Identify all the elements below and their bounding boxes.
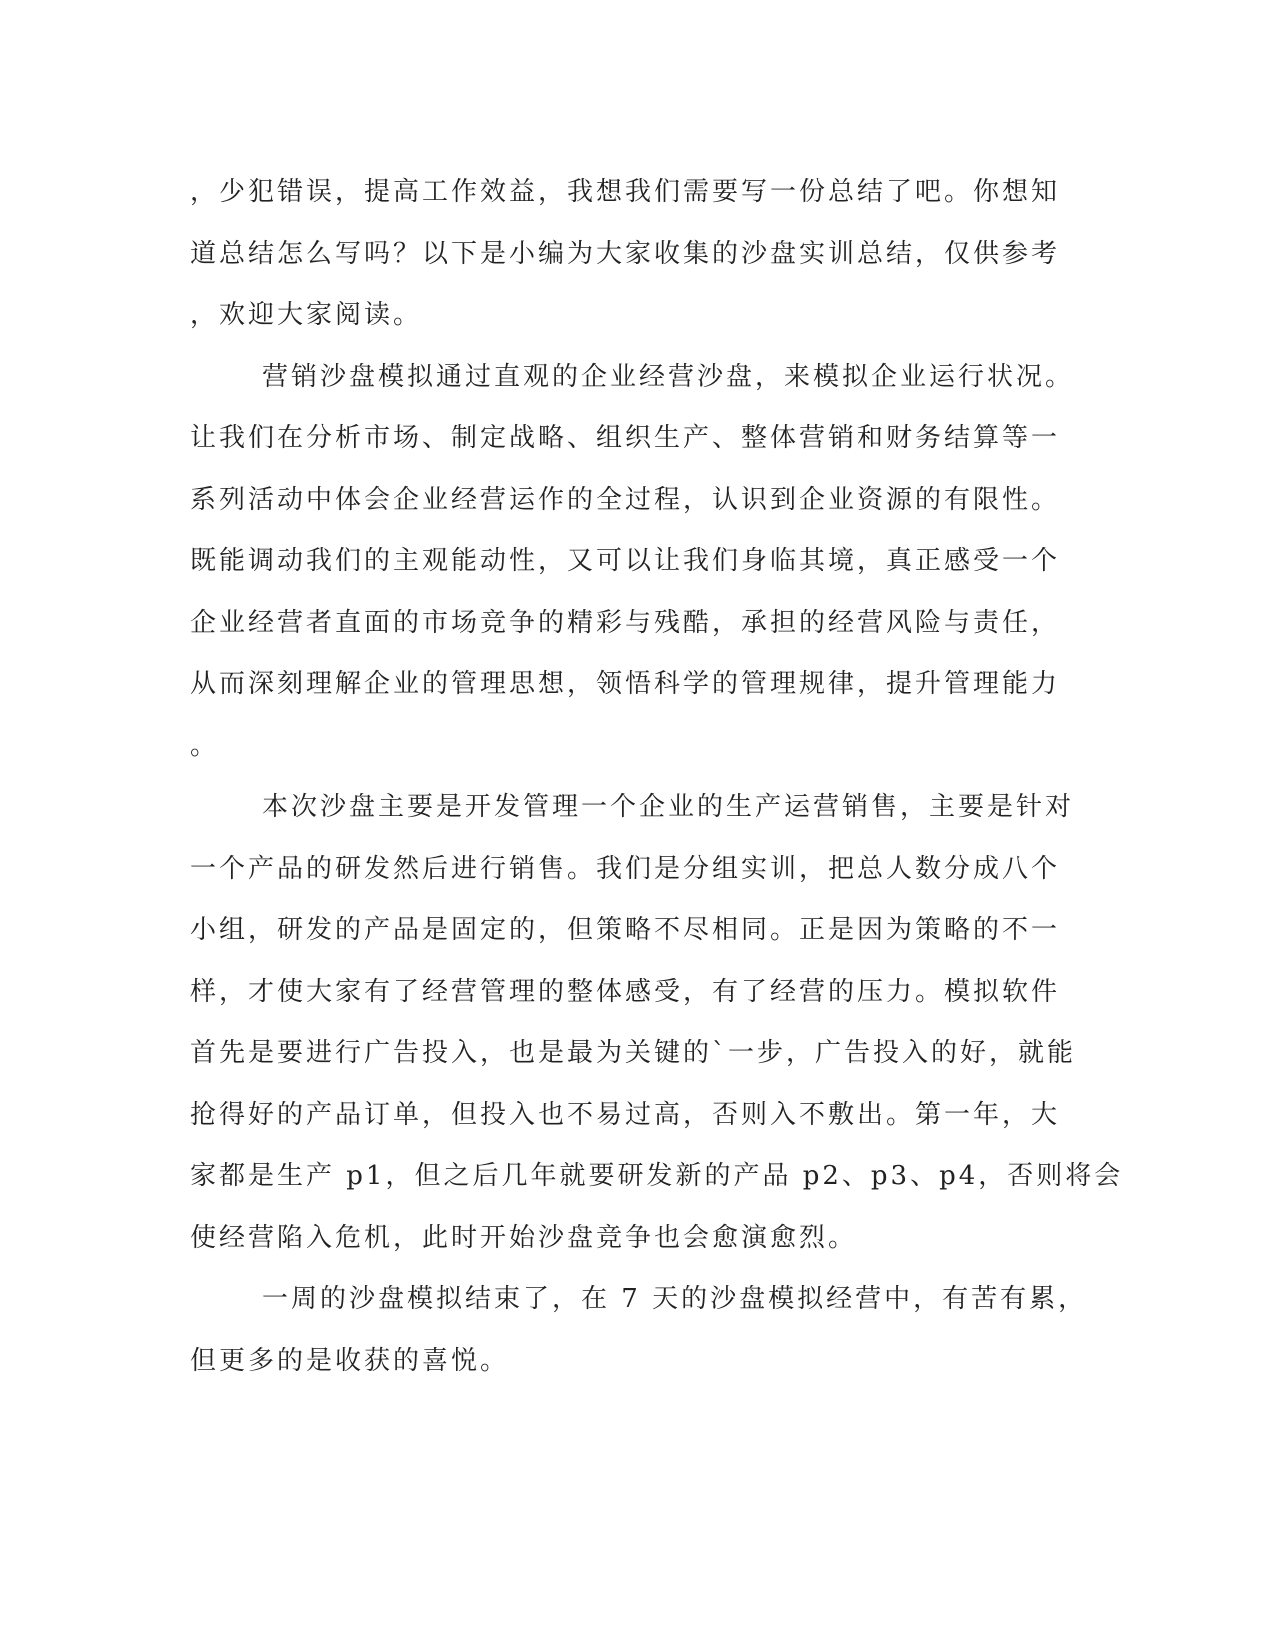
- paragraph-3-line-3: 小组，研发的产品是固定的，但策略不尽相同。正是因为策略的不一: [190, 915, 1061, 945]
- paragraph-3-line-6: 抢得好的产品订单，但投入也不易过高，否则入不敷出。第一年，大: [190, 1099, 1061, 1130]
- paragraph-2-line-2: 让我们在分析市场、制定战略、组织生产、整体营销和财务结算等一: [190, 423, 1061, 453]
- paragraph-3-line-5: 首先是要进行广告投入，也是最为关键的`一步，广告投入的好，就能: [190, 1038, 1077, 1068]
- paragraph-2-line-6: 从而深刻理解企业的管理思想，领悟科学的管理规律，提升管理能力: [190, 669, 1061, 699]
- paragraph-1-line-2: 道总结怎么写吗？以下是小编为大家收集的沙盘实训总结，仅供参考: [190, 238, 1061, 269]
- paragraph-3-line-8: 使经营陷入危机，此时开始沙盘竞争也会愈演愈烈。: [190, 1222, 858, 1253]
- paragraph-3-line-4: 样，才使大家有了经营管理的整体感受，有了经营的压力。模拟软件: [190, 976, 1061, 1007]
- paragraph-1-line-1: ，少犯错误，提高工作效益，我想我们需要写一份总结了吧。你想知: [190, 177, 1061, 207]
- paragraph-3-line-7: 家都是生产 p1，但之后几年就要研发新的产品 p2、p3、p4，否则将会: [190, 1161, 1124, 1191]
- paragraph-2-line-4: 既能调动我们的主观能动性，又可以让我们身临其境，真正感受一个: [190, 546, 1061, 576]
- paragraph-2-line-5: 企业经营者直面的市场竞争的精彩与残酷，承担的经营风险与责任，: [190, 607, 1061, 638]
- paragraph-3-line-2: 一个产品的研发然后进行销售。我们是分组实训，把总人数分成八个: [190, 853, 1061, 884]
- paragraph-3-line-1: 本次沙盘主要是开发管理一个企业的生产运营销售，主要是针对: [262, 792, 1075, 822]
- document-body: [190, 162, 1124, 1392]
- paragraph-2-line-3: 系列活动中体会企业经营运作的全过程，认识到企业资源的有限性。: [190, 484, 1061, 515]
- paragraph-4-line-1: 一周的沙盘模拟结束了，在 7 天的沙盘模拟经营中，有苦有累，: [262, 1284, 1088, 1314]
- paragraph-4-line-2: 但更多的是收获的喜悦。: [190, 1345, 510, 1376]
- paragraph-1-line-3: ，欢迎大家阅读。: [190, 300, 423, 330]
- paragraph-2-line-7: 。: [190, 730, 220, 761]
- paragraph-2-line-1: 营销沙盘模拟通过直观的企业经营沙盘，来模拟企业运行状况。: [262, 361, 1075, 392]
